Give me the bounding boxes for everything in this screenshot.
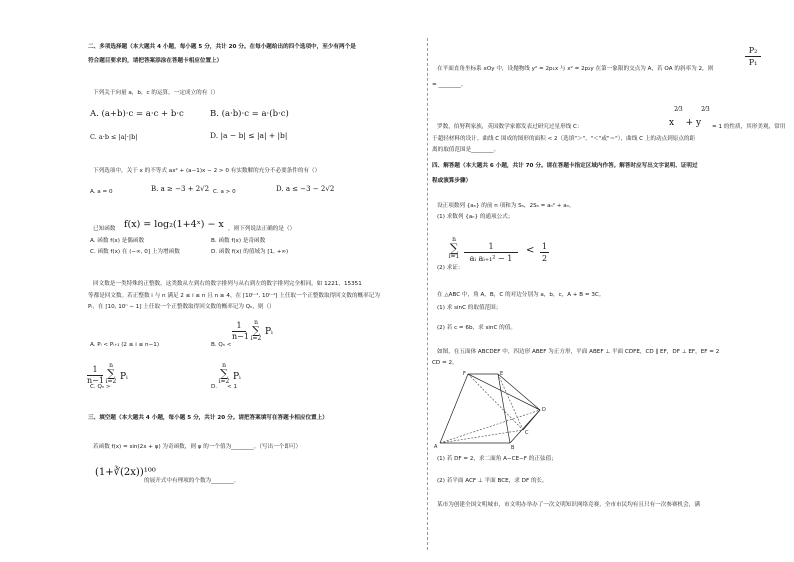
fig-label-f: F: [463, 371, 466, 377]
q9-option-a: A. (a+b)·c = a·c + b·c: [90, 109, 184, 119]
q19-part2: (2) 若平面 ACF ⊥ 平面 BCE，求 DF 的长。: [437, 478, 548, 484]
q16-line1: 罗数，伯努利家族，英国数学家都发表过研究过星形线 C：: [437, 124, 583, 130]
q15-ratio-fraction: [745, 45, 761, 68]
q15-ratio-denominator: P₁: [745, 56, 761, 68]
q16-line1-cont: = 1 的性质，其形美观，常用: [712, 124, 786, 130]
q18-part1: (1) 求 sinC 的取值范围；: [437, 305, 502, 311]
section2-header: 二、多项选择题（本大题共 4 小题，每小题 5 分，共计 20 分。在每小题给出的四个选项中，至少有两个是: [88, 44, 356, 50]
q12-stem-line1: 回文数是一类特殊的正整数，这类数从左到右的数字排列与从右到左的数字排列完全相同，如 1221，15351: [93, 281, 362, 287]
fig-label-c: C: [525, 430, 529, 436]
section2-header-cont: 符合题目要求的，请把答案添涂在答题卡相应位置上）: [88, 58, 223, 64]
q14-text: 的展开式中有理项的个数为________。: [144, 478, 240, 484]
q16-line3: 离的取值范围是________。: [432, 147, 500, 153]
q11-suffix: ，则下列说法正确的是（）: [228, 226, 296, 232]
q12-option-d: D.: [211, 384, 218, 390]
q10-option-d: D. a ≤ −3 − 2√2: [276, 185, 335, 193]
fig-label-b: B: [511, 445, 515, 451]
q19-part1: (1) 若 DF = 2，求二面角 A−CE−F 的正弦值；: [437, 456, 557, 462]
q17-part2: (2) 求证：: [437, 265, 464, 271]
q17-summand: $\frac{1}{\text{aᵢ aᵢ₊₁² − 1}}$: [464, 241, 518, 264]
q19-line2: CD = 2。: [432, 360, 458, 366]
q15-ratio-numerator: P₂: [748, 46, 758, 55]
fig-label-a: A: [434, 444, 438, 450]
q11-prefix: 已知函数: [93, 226, 116, 232]
q10-option-b: B. a ≥ −3 + 2√2: [151, 185, 210, 193]
q12-option-d-term: Pᵢ: [233, 372, 241, 382]
q9-stem: 下列关于向量 a，b，c 的运算，一定成立的有（）: [93, 90, 219, 96]
q17-part1: (1) 求数列 {aₙ} 的通项公式；: [437, 214, 514, 220]
pentahedron-figure: [430, 368, 580, 458]
q12-option-c-term: Pᵢ: [120, 372, 128, 382]
q18-part2: (2) 若 c = 6b，求 sinC 的值。: [437, 325, 516, 331]
q11-option-d: D. 函数 f(x) 的值域为 [1, +∞): [211, 249, 289, 255]
q15-line2: = ________。: [432, 82, 467, 88]
q12-option-c-sum: n ∑ i=2: [105, 362, 117, 385]
q10-option-c: C. a > 0: [213, 189, 236, 195]
q10-stem: 下列选项中，关于 x 的不等式 ax² + (a−1)x − 2 > 0 有实数解的充分不必要条件的有（）: [93, 168, 321, 174]
q12-option-b: B. Qₙ <: [211, 342, 232, 348]
fig-label-d: D: [542, 407, 546, 413]
section3-header: 三、填空题（本大题共 4 小题，每小题 5 分，共计 20 分。请把答案填写在答题卡相应位置上）: [88, 415, 328, 421]
q16-astroid-equation: x2⁄3 + y2⁄3: [669, 106, 710, 128]
q13: 若函数 f(x) = sin(2x + φ) 为奇函数，则 φ 的一个值为________。（写出一个即可）: [93, 444, 302, 450]
q9-option-d: D. |a − b| ≤ |a| + |b|: [210, 131, 288, 140]
q17-less-than: <: [526, 245, 535, 256]
q17-half: $\frac{1}{2}$: [541, 242, 548, 263]
q11-option-a: A. 函数 f(x) 是偶函数: [90, 238, 145, 244]
q12-option-d-tail: < 1: [227, 384, 238, 390]
q10-option-a: A. a = 0: [90, 189, 113, 195]
q12-option-c-fraction: $\frac{1}{n-1}$: [87, 365, 104, 385]
q12-option-a: A. Pᵢ < Pᵢ₊₁ (2 ≤ i ≤ n−1): [90, 342, 160, 348]
q11-function: f(x) = log₂(1+4ˣ) − x: [124, 219, 224, 230]
q19-line1: 如图，在五面体 ABCDEF 中，四边形 ABEF 为正方形，平面 ABEF ⊥ 平面 CDFE，CD ∥ EF，DF ⊥ EF，EF = 2: [437, 349, 720, 355]
fig-label-e: E: [500, 371, 504, 377]
section4-header-cont: 程或演算步骤）: [432, 178, 472, 184]
q12-stem-line2: 等都是回文数。若正整数 i 与 n 满足 2 ≤ i ≤ n 且 n ≥ 4，在 [10ⁱ⁻¹, 10ⁱ⁻¹] 上任取一个正整数取得回文数的概率记为: [88, 293, 380, 299]
q12-option-b-sum: n ∑ i=2: [250, 319, 262, 342]
q9-option-c: C. a·b ≤ |a|·|b|: [90, 133, 138, 141]
q11-option-b: B. 函数 f(x) 是奇函数: [211, 238, 266, 244]
column-divider: [427, 38, 428, 550]
q9-option-b: B. (a·b)·c = a·(b·c): [210, 109, 289, 119]
q14-expression: (1+∛(2x))¹⁰⁰: [95, 467, 156, 478]
q18-stem: 在 △ABC 中，角 A，B，C 的对边分别为 a，b，c，A + B = 3C。: [437, 292, 605, 298]
q12-option-d-sum: n ∑ i=2: [218, 362, 230, 385]
q12-stem-line3: Pᵢ，在 [10, 10ⁿ − 1] 上任取一个正整数取得回文数的概率记为 Qₙ，则（）: [88, 304, 275, 310]
q12-option-b-fraction: $\frac{1}{n-1}$: [232, 321, 249, 341]
section4-header: 四、解答题（本大题共 6 小题，共计 70 分。请在答题卡指定区域内作答。解答时应写出文字说明、证明过: [432, 163, 698, 169]
q11-option-c: C. 函数 f(x) 在 (−∞, 0] 上为增函数: [90, 249, 180, 255]
q20-line1: 某市为创建全国文明城市，市文明办举办了一次文明知识网络竞赛，全市市民均有且只有一次参赛机会，满: [437, 502, 700, 508]
q17-sum: n ∑ i=1: [448, 236, 460, 260]
q16-line2: 于超轻材料的设计。曲线 C 围成的图形的面积 < 2（选填"＞"、"＜"或"＝"），曲线 C 上的动点到原点的距: [432, 136, 696, 142]
q15-line1: 在平面直角坐标系 xOy 中，设抛物线 y² = 2p₁x 与 x² = 2p₂y 在第一象限的交点为 A，若 OA 的斜率为 2，则: [437, 66, 714, 72]
q12-option-b-term: Pᵢ: [265, 327, 273, 337]
q17-stem: 设正项数列 {aₙ} 的前 n 项和为 Sₙ，2Sₙ = aₙ² + aₙ。: [437, 203, 575, 209]
q12-option-c: C. Qₙ >: [90, 384, 111, 390]
